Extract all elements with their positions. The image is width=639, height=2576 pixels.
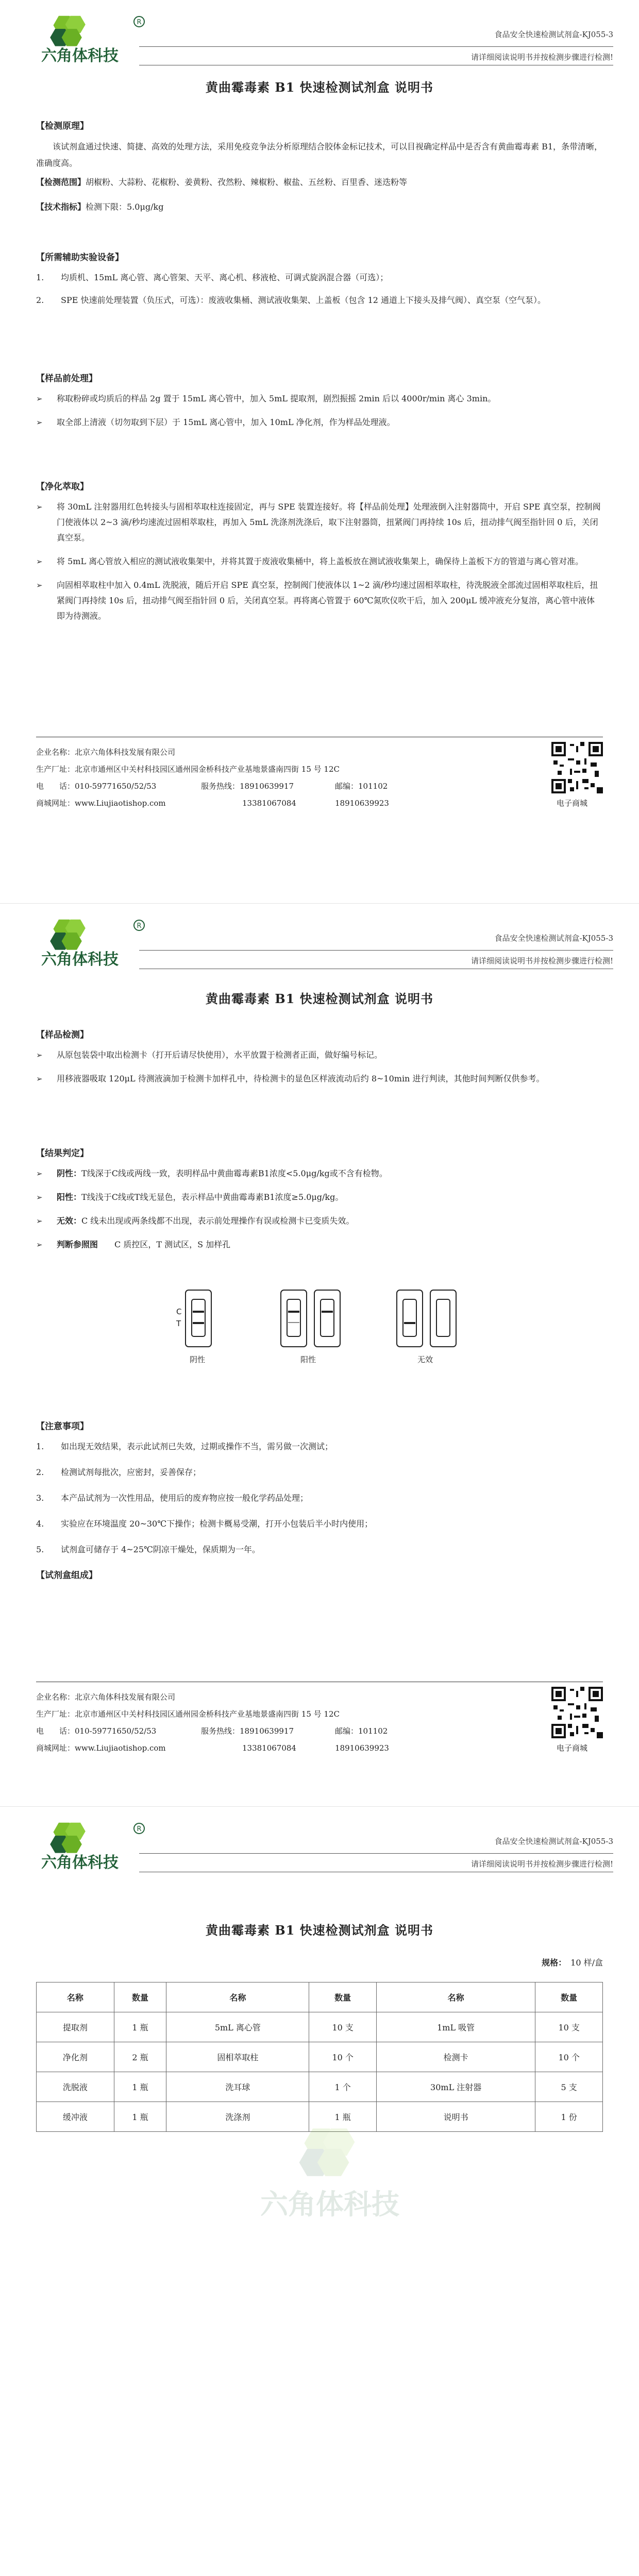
header-notice: 请详细阅读说明书并按检测步骤进行检测! [470, 1859, 613, 1869]
page-footer: 企业名称：北京六角体科技发展有限公司 生产厂址：北京市通州区中关村科技园区通州园金桥科技产业基地景盛南四街 15 号 12C 电 话：010-59771650/52/53 服务热线：18910639917 邮编：101102 商城网址：www.Liujiaotishop.com 13381067084 18910639923 电子商城 [36, 1682, 603, 1769]
arrow-bullet-icon: ➢ [36, 1193, 43, 1202]
kit-table-wrap [36, 1982, 603, 2132]
svg-text:R: R [137, 19, 142, 26]
qr-code-icon [551, 1687, 603, 1738]
arrow-bullet-icon: ➢ [36, 581, 43, 590]
equip-heading: 【所需辅助实验设备】 [36, 252, 124, 263]
list-item: ➢ 从原包装袋中取出检测卡（打开后请尽快使用），水平放置于检测者正面，做好编号标记。 [36, 1047, 603, 1063]
header-product-code: 食品安全快速检测试剂盒-KJ055-3 [494, 30, 613, 39]
tech-row: 【技术指标】检测下限：5.0μg/kg [36, 202, 164, 212]
header-notice: 请详细阅读说明书并按检测步骤进行检测! [470, 956, 613, 965]
qr-label: 电子商城 [556, 1743, 587, 1753]
list-item: ➢ 无效：C 线未出现或两条线都不出现，表示前处理操作有误或检测卡已变质失效。 [36, 1213, 603, 1229]
list-item: ➢ 用移液器吸取 120μL 待测液滴加于检测卡加样孔中，待检测卡的显色区样液流动后约 8~10min 进行判读，其他时间判断仅供参考。 [36, 1071, 603, 1087]
table-header-row: 名称 数量 名称 数量 名称 数量 [37, 1982, 603, 2012]
svg-text:T: T [176, 1319, 181, 1328]
pretreat-section [36, 371, 603, 438]
principle-heading: 【检测原理】 [36, 121, 89, 131]
svg-text:阴性: 阴性 [190, 1355, 206, 1364]
doc-title: 黄曲霉毒素 B1 快速检测试剂盒 说明书 [205, 991, 434, 1006]
test-strip-figure [170, 1285, 479, 1383]
page-3 [0, 1806, 639, 2576]
shop-link[interactable]: www.Liujiaotishop.com [75, 1743, 166, 1753]
detect-heading: 【样品检测】 [36, 1030, 89, 1040]
arrow-bullet-icon: ➢ [36, 1050, 43, 1060]
purify-heading: 【净化萃取】 [36, 482, 89, 492]
table-row: 洗脱液 1 瓶 洗耳球 1 个 30mL 注射器 5 支 [37, 2072, 603, 2102]
list-item: 4. 实验应在环境温度 20~30℃下操作；检测卡概易受潮，打开小包装后半小时内使用； [36, 1519, 373, 1529]
qr-code-icon [551, 742, 603, 793]
notes-heading: 【注意事项】 [36, 1421, 89, 1432]
pretreat-heading: 【样品前处理】 [36, 374, 97, 384]
equip-section [36, 250, 603, 315]
table-row: 提取剂 1 瓶 5mL 离心管 10 支 1mL 吸管 10 支 [37, 2012, 603, 2042]
table-row: 缓冲液 1 瓶 洗涤剂 1 瓶 说明书 1 份 [37, 2102, 603, 2132]
list-item: ➢ 将 30mL 注射器用红色转接头与固相萃取柱连接固定，再与 SPE 装置连接好。将【样品前处理】处理液倒入注射器筒中，开启 SPE 真空泵，控制阀门使液体以 2~3 滴/秒均速流过固相萃取柱，再加入 5mL 洗涤剂洗涤后，取下注射器筒，扭紧阀门再持续 10s 后，扭动排气阀至指针回 0 后，关闭真空泵。 [36, 499, 603, 546]
judge-section [36, 1146, 603, 1261]
arrow-bullet-icon: ➢ [36, 1240, 43, 1249]
arrow-bullet-icon: ➢ [36, 1216, 43, 1226]
arrow-bullet-icon: ➢ [36, 1169, 43, 1178]
header-product-code: 食品安全快速检测试剂盒-KJ055-3 [494, 1837, 613, 1846]
arrow-bullet-icon: ➢ [36, 1074, 43, 1083]
header-product-code: 食品安全快速检测试剂盒-KJ055-3 [494, 934, 613, 943]
judge-heading: 【结果判定】 [36, 1148, 89, 1159]
page-header [36, 918, 613, 975]
list-item: 1. 均质机、15mL 离心管、离心管架、天平、离心机、移液枪、可调式旋涡混合器（可选）； [36, 273, 389, 282]
kit-table [36, 1982, 603, 2132]
detect-section [36, 1027, 603, 1095]
header-notice: 请详细阅读说明书并按检测步骤进行检测! [470, 53, 613, 62]
arrow-bullet-icon: ➢ [36, 394, 43, 403]
arrow-bullet-icon: ➢ [36, 418, 43, 427]
svg-text:C: C [176, 1307, 182, 1316]
company-logo [36, 1821, 155, 1873]
arrow-bullet-icon: ➢ [36, 502, 43, 512]
list-item: 3. 本产品试剂为一次性用品，使用后的废弃物应按一般化学药品处理； [36, 1493, 309, 1503]
list-item: ➢ 向固相萃取柱中加入 0.4mL 洗脱液，随后开启 SPE 真空泵，控制阀门使液体以 1~2 滴/秒均速过固相萃取柱，待洗脱液全部流过固相萃取柱后，扭紧阀门再持续 10s 后，扭动排气阀至指针回 0 后，关闭真空泵。再将离心管置于 60℃氮吹仪吹干后，加入 200μL 缓冲液充分复溶，离心管中液体即为待测液。 [36, 578, 603, 624]
svg-text:六角体科技: 六角体科技 [41, 47, 119, 65]
arrow-bullet-icon: ➢ [36, 557, 43, 566]
principle-text: 该试剂盒通过快速、简捷、高效的处理方法，采用免疫竞争法分析原理结合胶体金标记技术，可以目视确定样品中是否含有黄曲霉毒素 B1，条带清晰，准确度高。 [36, 142, 603, 168]
svg-text:R: R [137, 1825, 142, 1833]
company-logo [36, 918, 155, 970]
list-item: 5. 试剂盒可储存于 4~25℃阴凉干燥处，保质期为一年。 [36, 1545, 260, 1554]
list-item: ➢ 阴性：T线深于C线或两线一致，表明样品中黄曲霉毒素B1浓度<5.0μg/kg或不含有检物。 [36, 1166, 603, 1181]
page-1 [0, 0, 639, 903]
svg-text:R: R [137, 922, 142, 930]
kit-heading: 【试剂盒组成】 [36, 1570, 97, 1581]
svg-text:六角体科技: 六角体科技 [41, 951, 119, 969]
doc-title: 黄曲霉毒素 B1 快速检测试剂盒 说明书 [205, 80, 434, 95]
notes-section [36, 1419, 603, 1588]
list-item: 2. 检测试剂每批次，应密封，妥善保存； [36, 1467, 201, 1477]
svg-text:六角体科技: 六角体科技 [41, 1854, 119, 1872]
range-row: 【检测范围】胡椒粉、大蒜粉、花椒粉、姜黄粉、孜然粉、辣椒粉、椒盐、五丝粉、百里香、迷迭粉等 [36, 177, 408, 187]
page-2 [0, 903, 639, 1806]
qr-label: 电子商城 [556, 799, 587, 808]
page-header [36, 14, 613, 71]
svg-text:阳性: 阳性 [300, 1355, 316, 1364]
svg-text:六角体科技: 六角体科技 [260, 2188, 399, 2221]
list-item: 2. SPE 快速前处理装置（负压式，可选）：废液收集桶、测试液收集架、上盖板（包含 12 通道上下接头及排气阀）、真空泵（空气泵）。 [36, 295, 546, 305]
page-footer: 企业名称：北京六角体科技发展有限公司 生产厂址：北京市通州区中关村科技园区通州园金桥科技产业基地景盛南四街 15 号 12C 电 话：010-59771650/52/53 服务热线：18910639917 邮编：101102 商城网址：www.Liujiaotishop.com 13381067084 18910639923 电子商城 [36, 737, 603, 824]
strip-diagram [36, 1285, 603, 1388]
list-item: ➢ 阳性：T线浅于C线或T线无显色，表示样品中黄曲霉毒素B1浓度≥5.0μg/kg。 [36, 1190, 603, 1205]
company-logo [36, 14, 155, 66]
list-item: ➢ 取全部上清液（切勿取到下层）于 15mL 离心管中，加入 10mL 净化剂，作为样品处理液。 [36, 415, 603, 430]
purify-section [36, 479, 603, 632]
watermark-logo [186, 2126, 474, 2229]
shop-link[interactable]: www.Liujiaotishop.com [75, 799, 166, 808]
list-item: ➢ 称取粉碎或均质后的样品 2g 置于 15mL 离心管中，加入 5mL 提取剂，剧烈振摇 2min 后以 4000r/min 离心 3min。 [36, 391, 603, 406]
page-header [36, 1821, 613, 1878]
principle-section [36, 118, 603, 220]
list-item: 1. 如出现无效结果，表示此试剂已失效，过期或操作不当，需另做一次测试； [36, 1442, 333, 1451]
svg-text:无效: 无效 [417, 1355, 433, 1364]
list-item: ➢ 判断参照图 C 质控区，T 测试区，S 加样孔 [36, 1237, 603, 1252]
spec-row: 规格： 10 样/盒 [542, 1958, 603, 1968]
doc-title: 黄曲霉毒素 B1 快速检测试剂盒 说明书 [205, 1923, 434, 1938]
table-row: 净化剂 2 瓶 固相萃取柱 10 个 检测卡 10 个 [37, 2042, 603, 2072]
list-item: ➢ 将 5mL 离心管放入相应的测试液收集架中，并将其置于废液收集桶中，将上盖板放在测试液收集架上，确保待上盖板下方的管道与离心管对准。 [36, 554, 603, 569]
